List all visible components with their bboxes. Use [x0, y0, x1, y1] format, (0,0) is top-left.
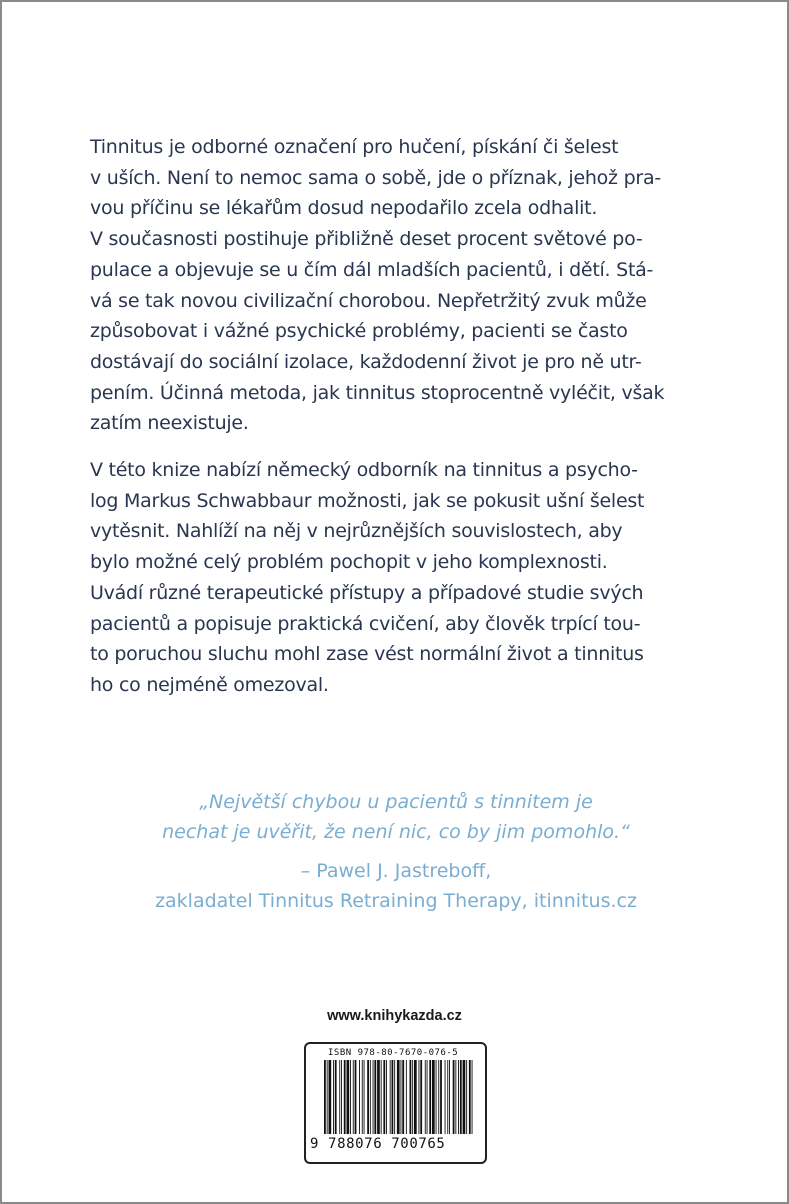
barcode-bars-graphic [312, 1060, 478, 1136]
barcode-bar [364, 1060, 365, 1134]
blurb-line: Tinnitus je odborné označení pro hučení, pískání či šelest [90, 136, 619, 158]
blurb-paragraph-1 [90, 132, 702, 439]
barcode-bar [341, 1060, 342, 1134]
barcode-bar [460, 1060, 462, 1134]
barcode-bar [414, 1060, 417, 1134]
barcode-bar [436, 1060, 437, 1134]
barcode-bar [410, 1060, 412, 1134]
barcode-bar [445, 1060, 446, 1134]
barcode-bar [455, 1060, 456, 1134]
quote-affiliation: zakladatel Tinnitus Retraining Therapy, itinnitus.cz [155, 890, 637, 912]
barcode-bar [335, 1060, 337, 1134]
isbn-label: ISBN 978-80-7670-076-5 [328, 1048, 459, 1058]
barcode-bar [449, 1060, 450, 1134]
ean-digits: 9 788076 700765 [310, 1136, 446, 1152]
blurb-line: způsobovat i vážné psychické problémy, pacienti se často [90, 320, 628, 343]
quote-spacer [90, 847, 702, 856]
barcode-bar [383, 1060, 385, 1134]
barcode-bar [440, 1060, 442, 1134]
barcode-bar [466, 1060, 467, 1134]
barcode-bar [359, 1060, 360, 1134]
barcode-bar [463, 1060, 466, 1134]
quote-author: – Pawel J. Jastreboff, [300, 860, 492, 882]
blurb [90, 132, 702, 701]
barcode-bar [362, 1060, 363, 1134]
barcode-bar [425, 1060, 426, 1134]
barcode-bar [339, 1060, 340, 1134]
barcode-bar [429, 1060, 431, 1134]
blurb-line: dostávají do sociální izolace, každodenní život je pro ně utr- [90, 350, 642, 373]
barcode-bar [373, 1060, 374, 1134]
barcode-bar [453, 1060, 455, 1134]
barcode-bar [420, 1060, 422, 1134]
barcode-bar [447, 1060, 448, 1134]
barcode-bar [412, 1060, 413, 1134]
barcode-bar [327, 1060, 328, 1134]
barcode-bar [406, 1060, 407, 1134]
barcode-bar [381, 1060, 382, 1134]
barcode-bar [419, 1060, 420, 1134]
isbn-barcode [304, 1042, 487, 1164]
testimonial-quote [90, 787, 702, 916]
blurb-line: pacientů a popisuje praktická cvičení, aby člověk trpící tou- [90, 612, 641, 635]
barcode-bar [370, 1060, 371, 1134]
barcode-bar [355, 1060, 357, 1134]
barcode-bar [390, 1060, 391, 1134]
blurb-line: to poruchou sluchu mohl zase vést normální život a tinnitus [90, 643, 644, 666]
barcode-bar [377, 1060, 380, 1134]
barcode-bar [329, 1060, 332, 1134]
barcode-bar [402, 1060, 404, 1134]
blurb-line: vá se tak novou civilizační chorobou. Nepřetržitý zvuk může [90, 289, 647, 312]
publisher-website: www.knihykazda.cz [327, 1008, 462, 1024]
barcode-bar [374, 1060, 376, 1134]
barcode-bar [394, 1060, 395, 1134]
barcode-bar [353, 1060, 354, 1134]
blurb-line: V této knize nabízí německý odborník na tinnitus a psycho- [90, 459, 638, 482]
barcode-bar [350, 1060, 351, 1134]
barcode-bar [386, 1060, 387, 1134]
barcode-bar [367, 1060, 369, 1134]
blurb-line: v uších. Není to nemoc sama o sobě, jde o příznak, jehož pra- [90, 166, 661, 189]
barcode-bar [344, 1060, 346, 1134]
barcode-bar [397, 1060, 400, 1134]
barcode-bar [438, 1060, 439, 1134]
barcode-bar [333, 1060, 334, 1134]
blurb-line: ho co nejméně omezoval. [90, 673, 329, 696]
barcode-bar [472, 1060, 473, 1134]
barcode-bar [427, 1060, 428, 1134]
blurb-paragraph-2 [90, 455, 702, 701]
blurb-line: bylo možné celý problém pochopit v jeho komplexnosti. [90, 551, 608, 574]
quote-line-1: „Největší chybou u pacientů s tinnitem je [199, 791, 593, 813]
barcode-bar [458, 1060, 459, 1134]
blurb-line: V současnosti postihuje přibližně deset procent světové po- [90, 228, 643, 251]
barcode-bar [469, 1060, 471, 1134]
barcode-bar [432, 1060, 435, 1134]
blurb-line: Uvádí různé terapeutické přístupy a případové studie svých [90, 581, 644, 604]
blurb-line: zatím neexistuje. [90, 412, 249, 435]
barcode-bar [347, 1060, 350, 1134]
barcode-bar [324, 1060, 326, 1134]
blurb-line: pulace a objevuje se u čím dál mladších pacientů, i dětí. Stá- [90, 258, 654, 281]
barcode-bar [392, 1060, 394, 1134]
blurb-line: pením. Účinná metoda, jak tinnitus stoprocentně vyléčit, však [90, 381, 665, 404]
blurb-line: log Markus Schwabbaur možnosti, jak se pokusit ušní šelest [90, 489, 645, 512]
blurb-line: vytěsnit. Nahlíží na něj v nejrůznějších souvislostech, aby [90, 520, 623, 543]
blurb-line: vou příčinu se lékařům dosud nepodařilo zcela odhalit. [90, 197, 598, 220]
quote-line-2: nechat je uvěřit, že není nic, co by jim pomohlo.“ [162, 821, 630, 843]
barcode-bar [401, 1060, 402, 1134]
